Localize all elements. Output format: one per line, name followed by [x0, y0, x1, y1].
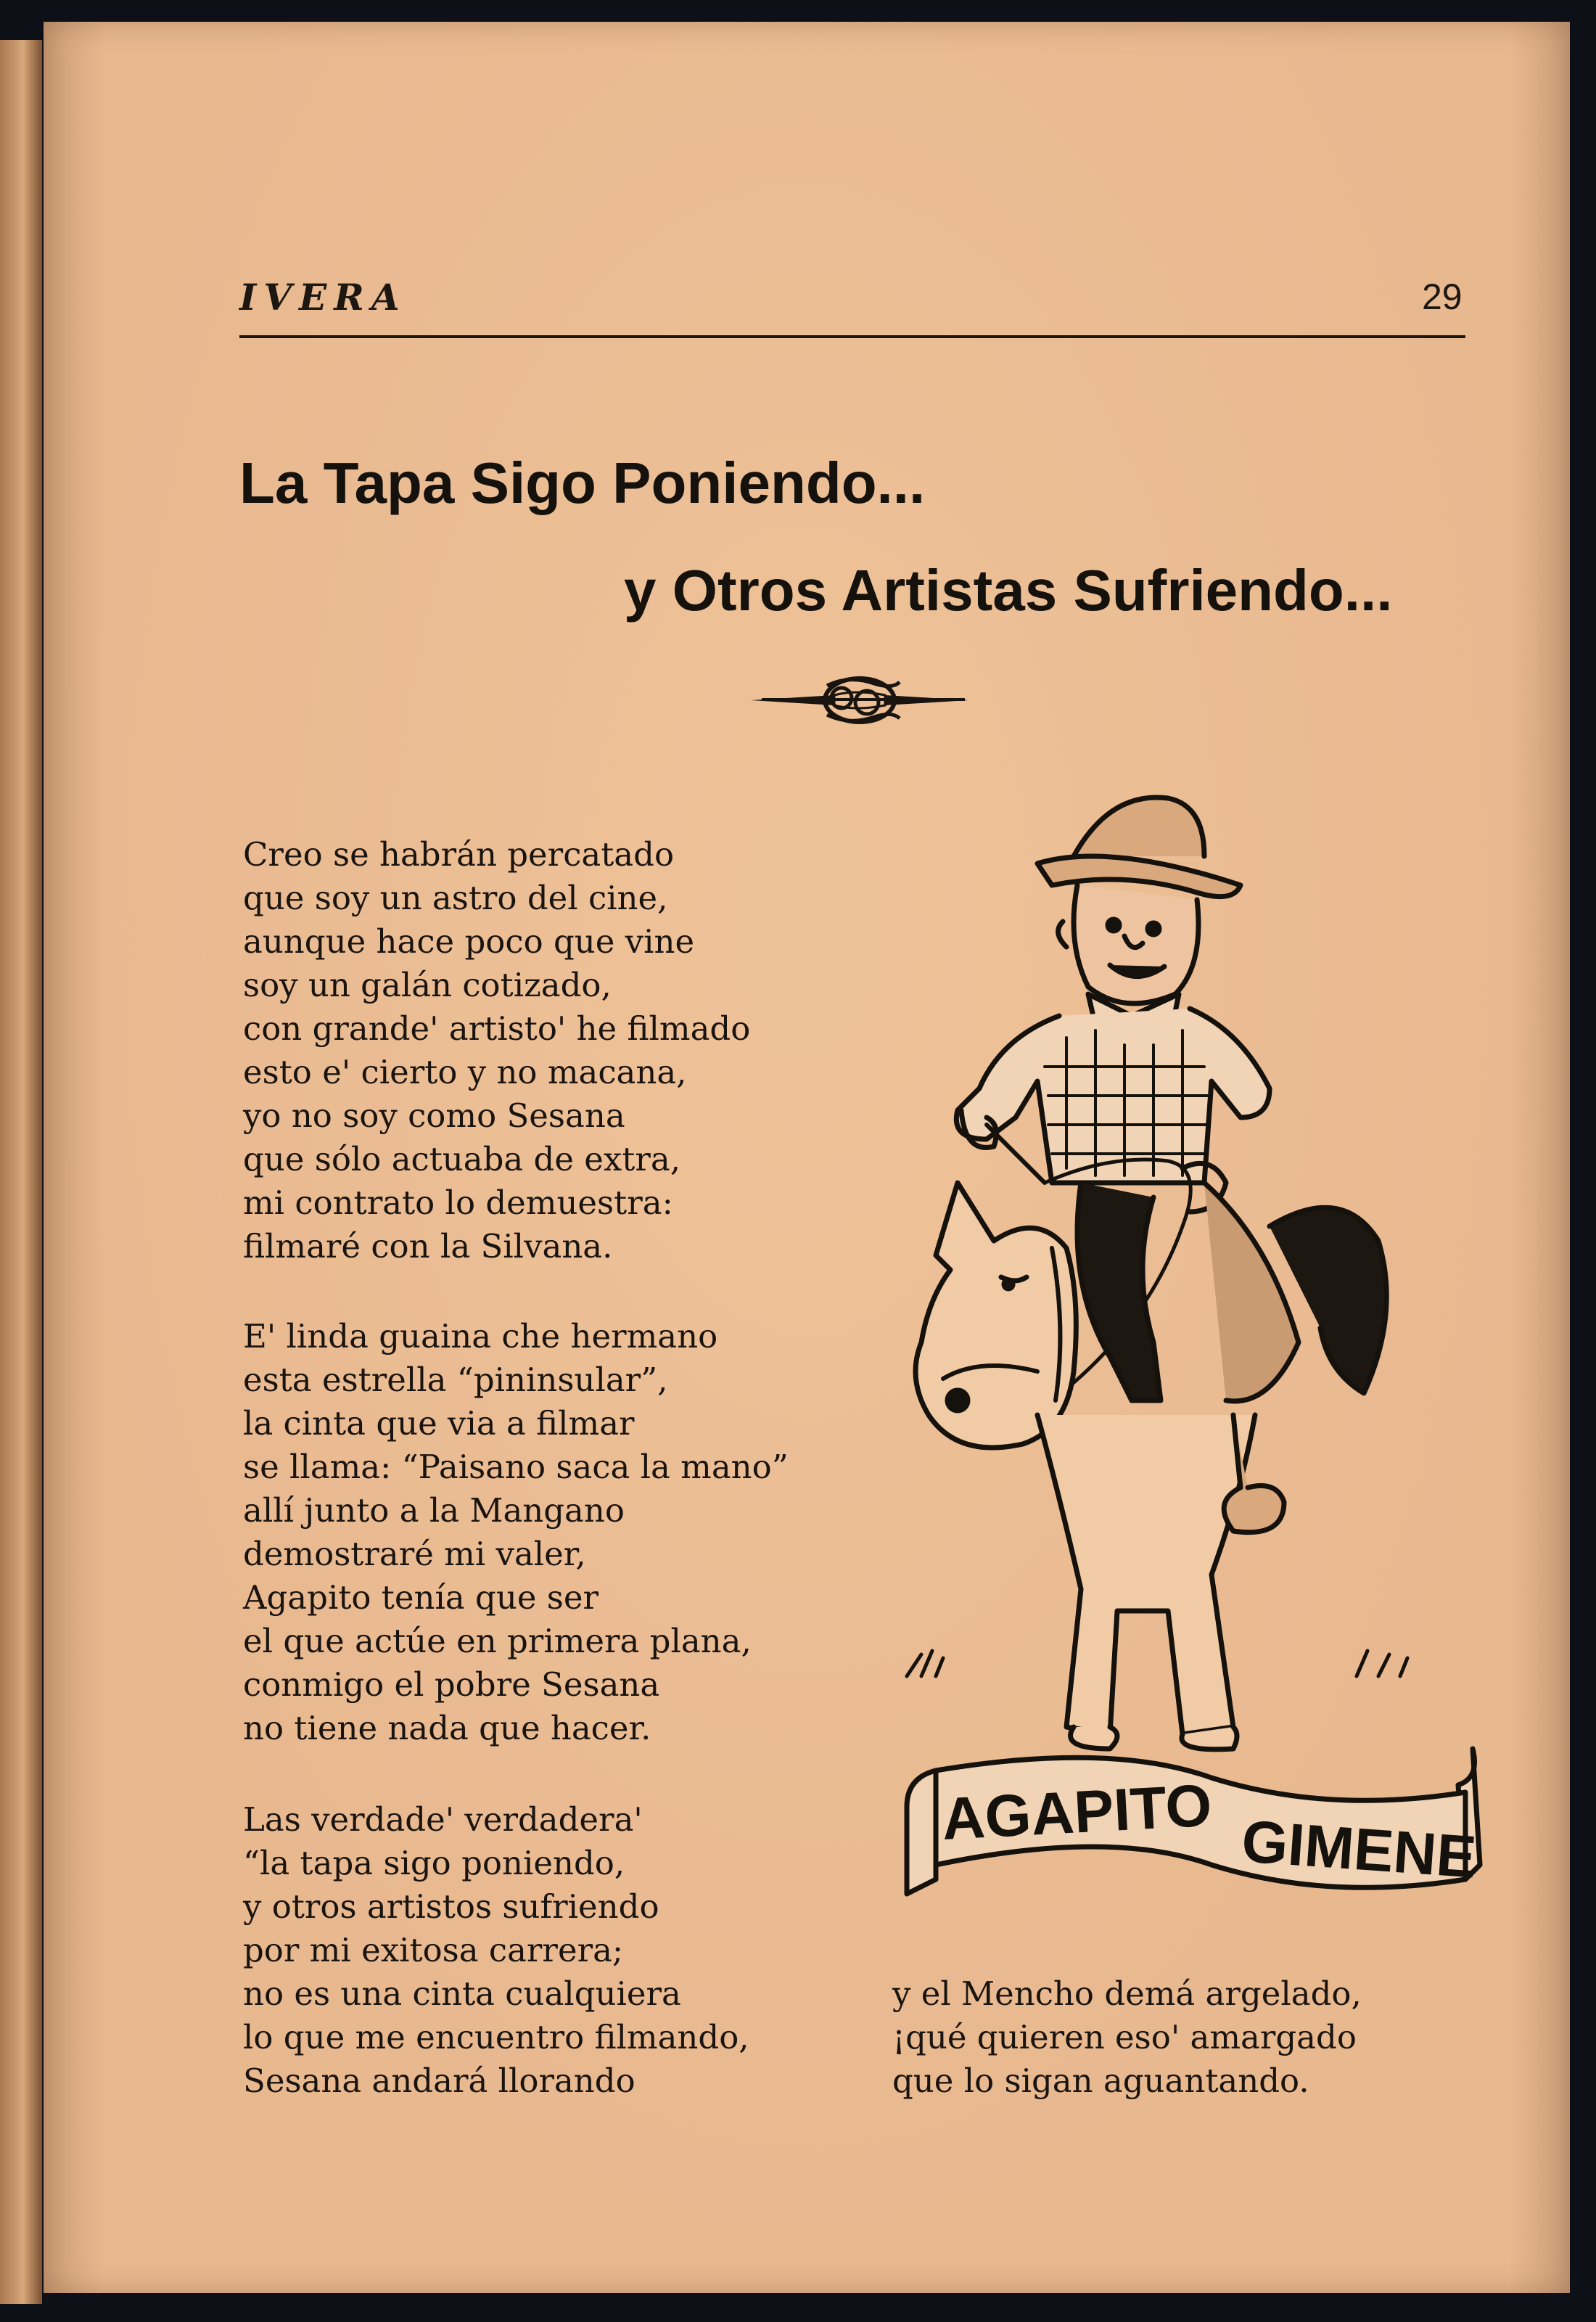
poem-line: Las verdade' verdadera' [243, 1800, 643, 1839]
poem-line: Sesana andará llorando [243, 2062, 635, 2100]
poem-line: se llama: “Paisano saca la mano” [243, 1448, 789, 1486]
title-line-1: La Tapa Sigo Poniendo... [239, 451, 926, 515]
poem-line: Agapito tenía que ser [243, 1578, 598, 1617]
poem-line: esto e' cierto y no macana, [243, 1053, 687, 1091]
poem-line: la cinta que via a filmar [243, 1404, 635, 1443]
running-head: IVERA [239, 276, 407, 319]
poem-line: con grande' artisto' he filmado [243, 1009, 751, 1048]
previous-page-edge [0, 40, 42, 2304]
floral-ornament-divider [747, 668, 972, 733]
poem-line: “la tapa sigo poniendo, [243, 1844, 625, 1882]
poem-line: aunque hace poco que vine [243, 922, 695, 961]
poem-line: que lo sigan aguantando. [892, 2062, 1309, 2100]
poem-line: allí junto a la Mangano [243, 1491, 625, 1530]
book-page [44, 22, 1570, 2293]
page-number: 29 [1422, 276, 1463, 317]
poem-stanza-3 [243, 1798, 749, 2103]
header-rule [239, 335, 1465, 338]
poem-stanza-2 [243, 1315, 789, 1750]
banner-text-right: GIMENE [1239, 1808, 1478, 1891]
poem-line: filmaré con la Silvana. [243, 1227, 613, 1265]
poem-line: conmigo el pobre Sesana [243, 1665, 660, 1704]
poem-line: mi contrato lo demuestra: [243, 1183, 673, 1222]
poem-line: yo no soy como Sesana [243, 1096, 625, 1135]
poem-line: no es una cinta cualquiera [243, 1974, 681, 2013]
poem-line: Creo se habrán percatado [243, 835, 675, 874]
poem-line: no tiene nada que hacer. [243, 1709, 651, 1747]
poem-line: lo que me encuentro filmando, [243, 2018, 749, 2056]
poem-stanza-1 [243, 833, 750, 1268]
poem-line: y otros artistos sufriendo [243, 1887, 659, 1926]
poem-stanza-4 [892, 1972, 1362, 2103]
poem-line: esta estrella “pininsular”, [243, 1361, 668, 1399]
gaucho-on-horse-illustration [892, 776, 1487, 1937]
banner-text-left: AGAPITO [940, 1772, 1214, 1853]
poem-line: soy un galán cotizado, [243, 966, 612, 1004]
poem-line: demostraré mi valer, [243, 1535, 586, 1573]
poem-line: que sólo actuaba de extra, [243, 1140, 681, 1178]
poem-line: que soy un astro del cine, [243, 879, 668, 917]
poem-line: por mi exitosa carrera; [243, 1931, 624, 1969]
poem-line: el que actúe en primera plana, [243, 1622, 752, 1660]
title-line-2: y Otros Artistas Sufriendo... [624, 558, 1393, 623]
poem-line: ¡qué quieren eso' amargado [892, 2018, 1357, 2056]
poem-line: y el Mencho demá argelado, [892, 1974, 1362, 2013]
poem-line: E' linda guaina che hermano [243, 1317, 718, 1355]
